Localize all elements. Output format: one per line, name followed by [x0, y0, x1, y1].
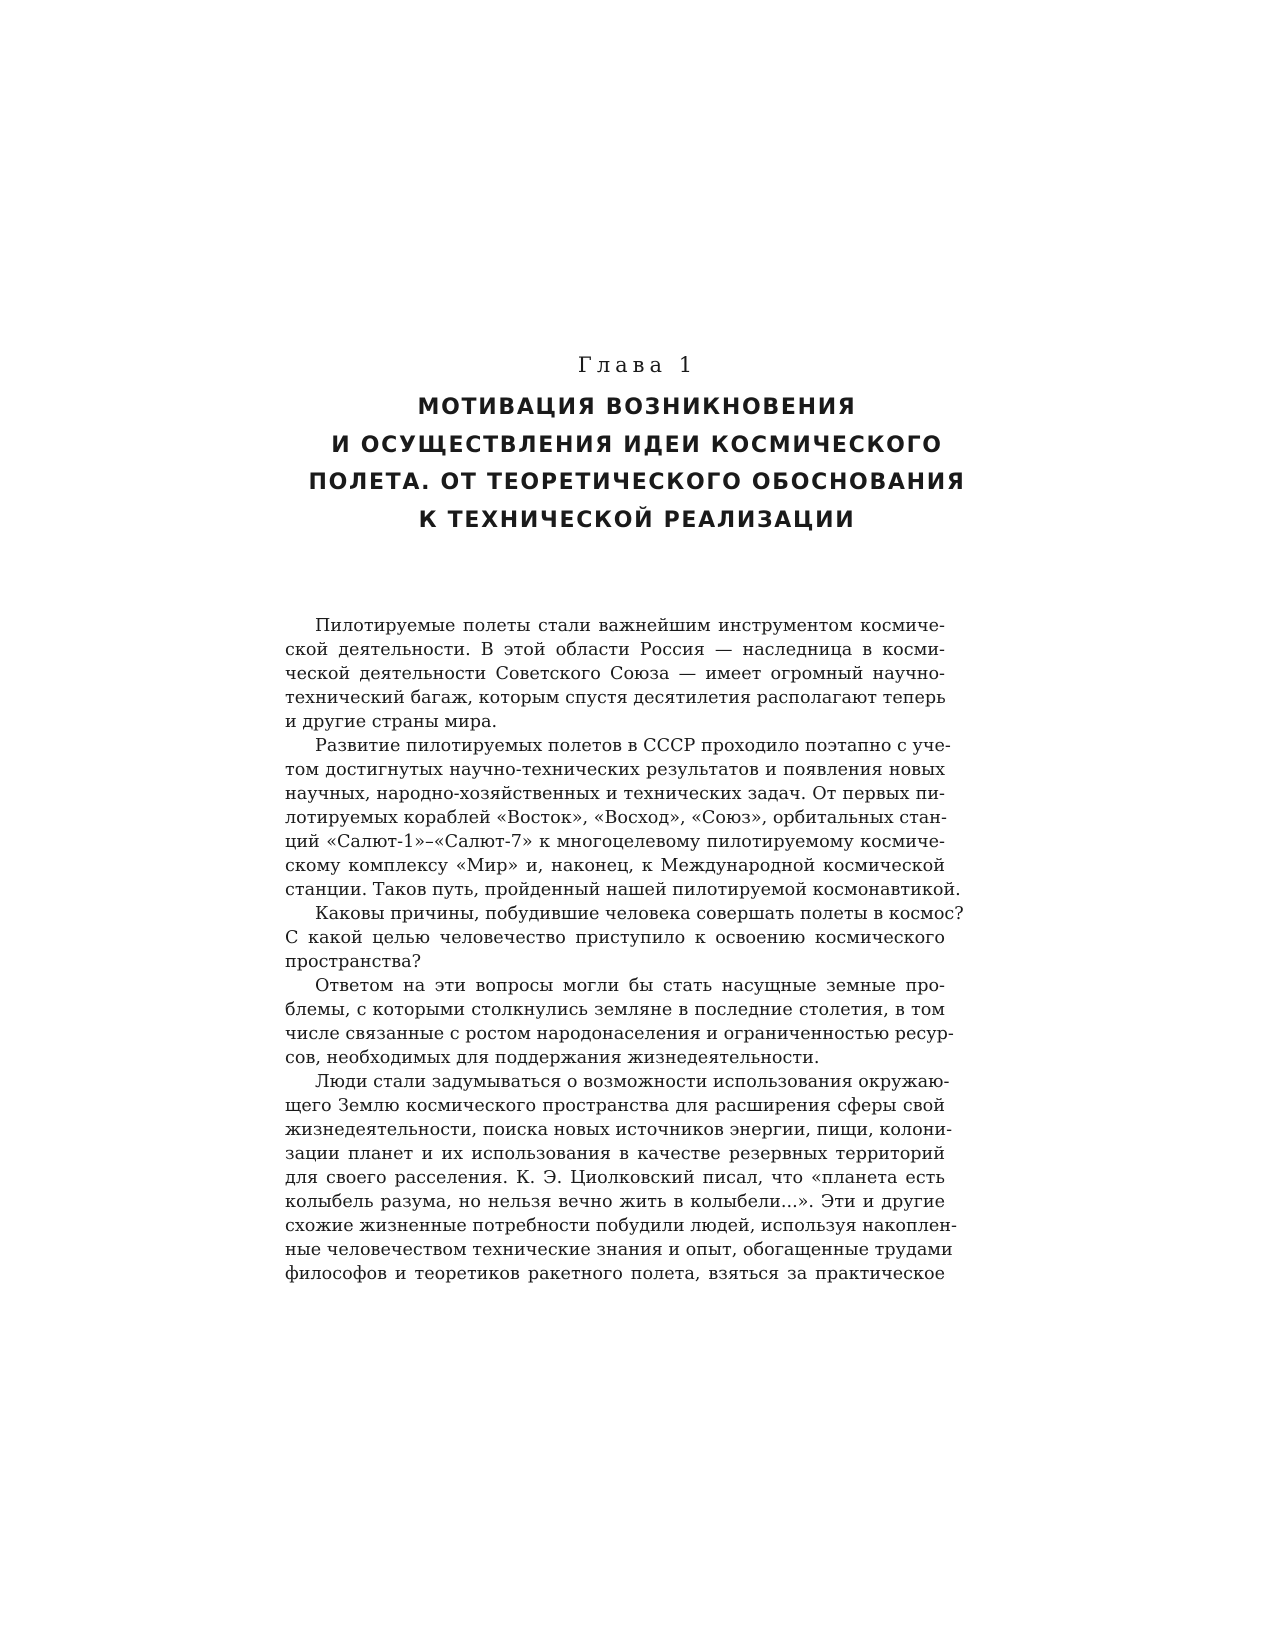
text-line: ций «Салют-1»–«Салют-7» к многоцелевому пилотируемому космиче-: [285, 832, 945, 852]
text-line: сов, необходимых для поддержания жизнедеятельности.: [285, 1048, 820, 1068]
text-line: ные человечеством технические знания и опыт, обогащенные трудами: [285, 1240, 953, 1260]
text-line: и другие страны мира.: [285, 712, 498, 732]
chapter-title-line: МОТИВАЦИЯ ВОЗНИКНОВЕНИЯ: [417, 395, 857, 420]
chapter-title-line: ПОЛЕТА. ОТ ТЕОРЕТИЧЕСКОГО ОБОСНОВАНИЯ: [308, 470, 966, 495]
paragraph: [285, 734, 961, 902]
text-line: пространства?: [285, 952, 422, 972]
text-line: Ответом на эти вопросы могли бы стать насущные земные про-: [315, 976, 945, 996]
text-line: числе связанные с ростом народонаселения и ограниченностью ресур-: [285, 1024, 954, 1044]
text-line: Люди стали задумываться о возможности использования окружаю-: [315, 1072, 950, 1092]
paragraph: [285, 902, 964, 974]
text-line: С какой целью человечество приступило к освоению космического: [285, 928, 945, 948]
text-line: станции. Таков путь, пройденный нашей пилотируемой космонавтикой.: [285, 880, 961, 900]
text-line: научных, народно-хозяйственных и технических задач. От первых пи-: [285, 784, 945, 804]
chapter-title-line: И ОСУЩЕСТВЛЕНИЯ ИДЕИ КОСМИЧЕСКОГО: [331, 432, 943, 458]
chapter-label: Глава 1: [577, 353, 698, 377]
text-line: колыбель разума, но нельзя вечно жить в колыбели...». Эти и другие: [285, 1192, 945, 1212]
paragraph: [285, 614, 945, 734]
text-line: схожие жизненные потребности побудили людей, используя накоплен-: [285, 1216, 957, 1236]
text-line: щего Землю космического пространства для расширения сферы свой: [285, 1096, 945, 1116]
text-line: Развитие пилотируемых полетов в СССР проходило поэтапно с уче-: [315, 736, 951, 756]
body-text: [285, 614, 964, 1286]
paragraph: [285, 1070, 957, 1286]
text-line: скому комплексу «Мир» и, наконец, к Международной космической: [285, 856, 945, 876]
text-line: ческой деятельности Советского Союза — имеет огромный научно-: [285, 664, 945, 684]
text-line: зации планет и их использования в качестве резервных территорий: [285, 1144, 945, 1164]
chapter-title-line: К ТЕХНИЧЕСКОЙ РЕАЛИЗАЦИИ: [418, 507, 856, 533]
text-line: том достигнутых научно-технических результатов и появления новых: [285, 760, 945, 780]
text-line: ской деятельности. В этой области Россия — наследница в косми-: [285, 640, 945, 660]
text-line: философов и теоретиков ракетного полета, взяться за практическое: [285, 1264, 945, 1284]
text-line: жизнедеятельности, поиска новых источников энергии, пищи, колони-: [285, 1120, 953, 1140]
text-line: технический багаж, которым спустя десятилетия располагают теперь: [285, 688, 946, 708]
text-line: блемы, с которыми столкнулись земляне в последние столетия, в том: [285, 1000, 945, 1020]
paragraph: [285, 974, 954, 1070]
chapter-title: [237, 389, 1037, 539]
text-line: лотируемых кораблей «Восток», «Восход», «Союз», орбитальных стан-: [285, 808, 947, 828]
text-line: Пилотируемые полеты стали важнейшим инструментом космиче-: [315, 616, 945, 636]
text-line: Каковы причины, побудившие человека совершать полеты в космос?: [315, 904, 964, 924]
text-line: для своего расселения. К. Э. Циолковский писал, что «планета есть: [285, 1168, 945, 1188]
